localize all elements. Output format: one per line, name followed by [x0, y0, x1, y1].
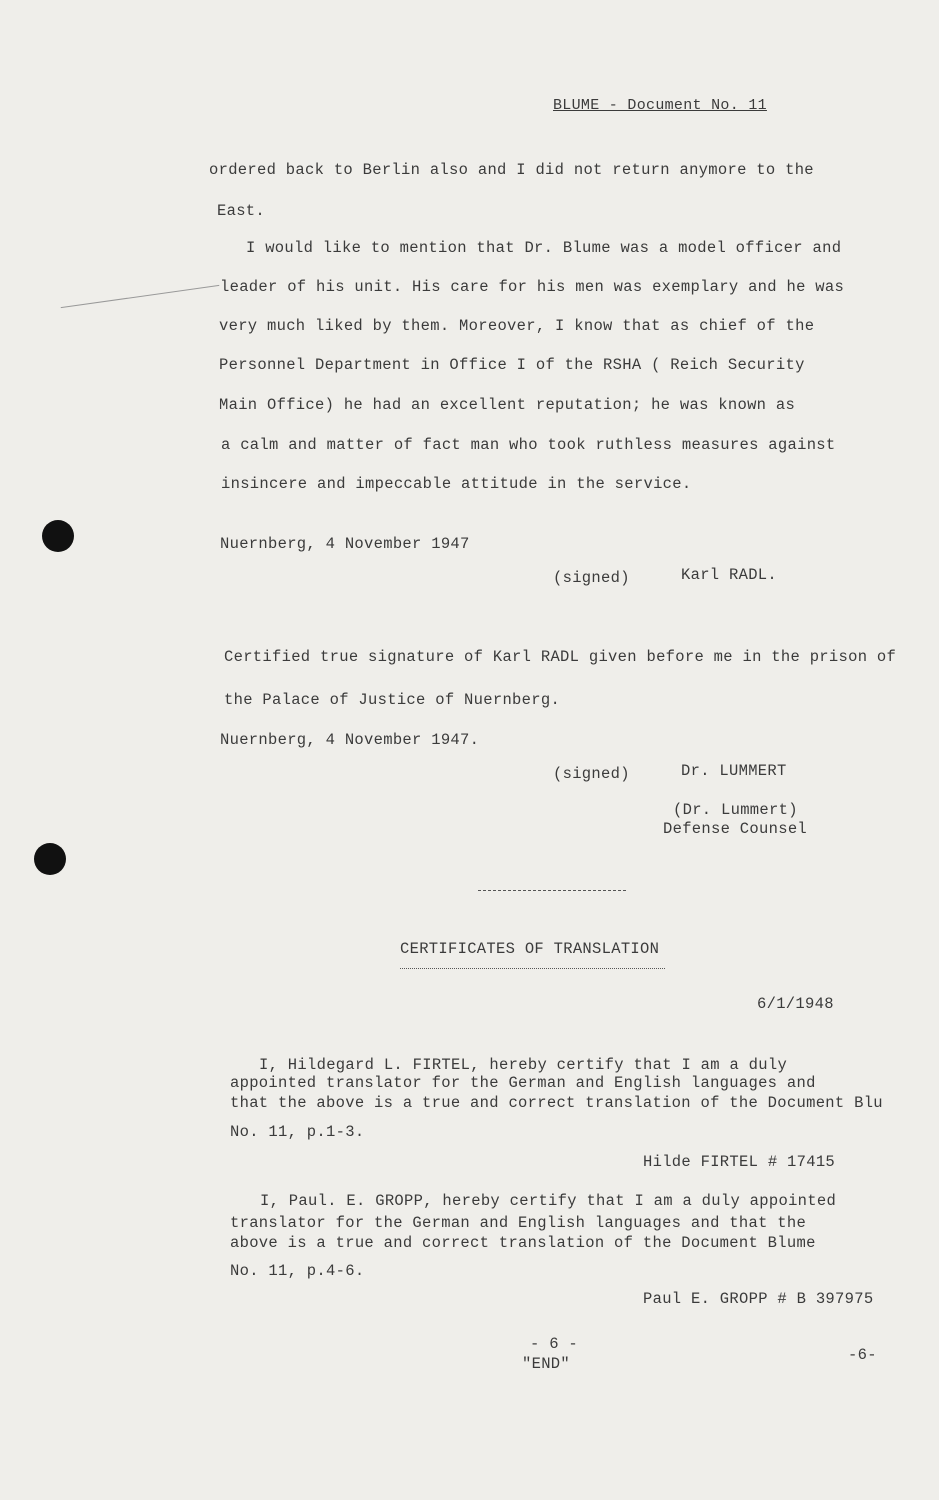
body-line: a calm and matter of fact man who took ruthless measures against [221, 436, 836, 454]
certification-line: Certified true signature of Karl RADL given before me in the prison of [224, 648, 897, 666]
certificate-date: 6/1/1948 [757, 995, 834, 1013]
body-line: I would like to mention that Dr. Blume was a model officer and [246, 239, 842, 257]
body-line: Personnel Department in Office I of the RSHA ( Reich Security [219, 356, 805, 374]
certificate-line: appointed translator for the German and English languages and [230, 1074, 816, 1092]
place-date: Nuernberg, 4 November 1947 [220, 535, 470, 553]
body-line: very much liked by them. Moreover, I know that as chief of the [219, 317, 815, 335]
certificate-line: that the above is a true and correct translation of the Document Blu [230, 1094, 883, 1112]
place-date: Nuernberg, 4 November 1947. [220, 731, 480, 749]
punch-hole-top [42, 520, 74, 552]
pencil-mark [61, 285, 220, 308]
end-mark: "END" [522, 1355, 571, 1373]
body-line: East. [217, 202, 266, 220]
certificate-line: translator for the German and English languages and that the [230, 1214, 807, 1232]
translator-signature: Hilde FIRTEL # 17415 [643, 1153, 836, 1171]
body-line: ordered back to Berlin also and I did not return anymore to the [209, 161, 814, 179]
signed-label: (signed) [553, 765, 630, 783]
body-line: insincere and impeccable attitude in the service. [221, 475, 692, 493]
punch-hole-bottom [34, 843, 66, 875]
certificate-line: No. 11, p.4-6. [230, 1262, 365, 1280]
section-divider [478, 890, 626, 891]
document-reference: BLUME - Document No. 11 [553, 97, 767, 114]
body-line: Main Office) he had an excellent reputation; he was known as [219, 396, 796, 414]
certificate-title: CERTIFICATES OF TRANSLATION [400, 940, 660, 958]
signature-name: Dr. LUMMERT [681, 762, 787, 780]
title-underline [400, 968, 665, 969]
counsel-title: Defense Counsel [663, 820, 808, 838]
certificate-line: No. 11, p.1-3. [230, 1123, 365, 1141]
certification-line: the Palace of Justice of Nuernberg. [224, 691, 561, 709]
certificate-line: above is a true and correct translation of the Document Blume [230, 1234, 816, 1252]
signed-label: (signed) [553, 569, 630, 587]
translator-signature: Paul E. GROPP # B 397975 [643, 1290, 874, 1308]
body-line: leader of his unit. His care for his men was exemplary and he was [220, 278, 845, 296]
certificate-line: I, Hildegard L. FIRTEL, hereby certify that I am a duly [259, 1056, 788, 1074]
certificate-line: I, Paul. E. GROPP, hereby certify that I am a duly appointed [260, 1192, 837, 1210]
page-number-right: -6- [848, 1346, 877, 1364]
signature-name: Karl RADL. [681, 566, 778, 584]
counsel-name: (Dr. Lummert) [673, 801, 798, 819]
page-number: - 6 - [530, 1335, 579, 1353]
